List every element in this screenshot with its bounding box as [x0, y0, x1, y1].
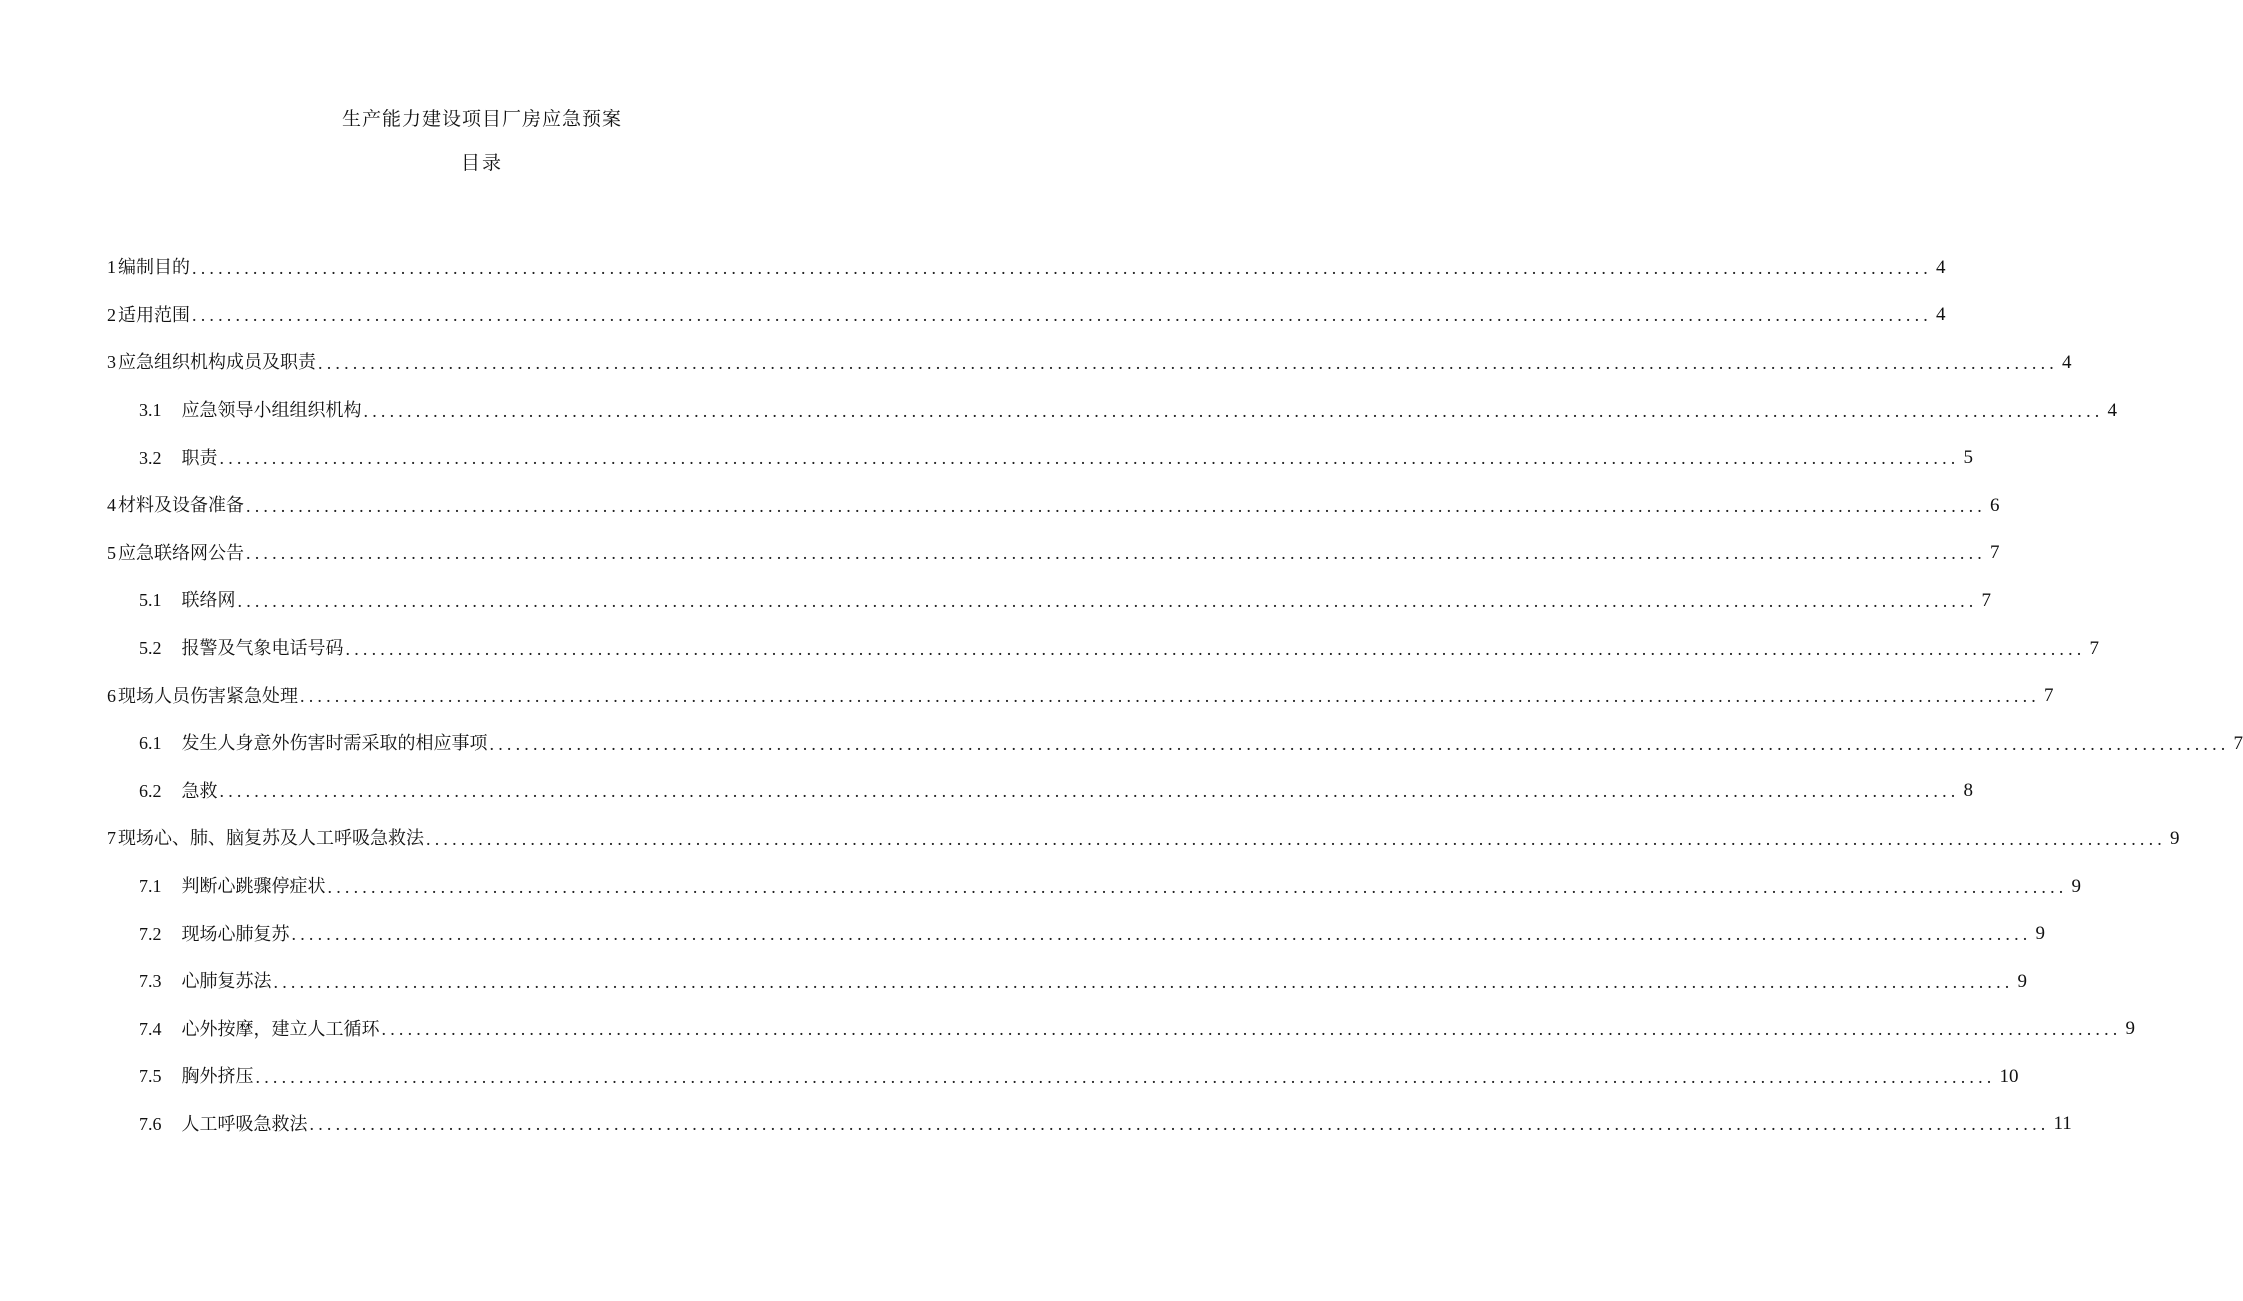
toc-entry-number: 7.5	[139, 1066, 162, 1087]
toc-entry-text: 应急组织机构成员及职责	[118, 352, 316, 374]
toc-entry-page-number: 10	[1999, 1065, 2019, 1087]
toc-dot-leader: ........................................................................................................................................................................................................	[300, 686, 2040, 707]
document-title: 生产能力建设项目厂房应急预案	[341, 108, 622, 130]
toc-entry-number: 4	[107, 495, 116, 516]
toc-entry-page-number: 4	[2062, 351, 2072, 373]
toc-entry-number: 6.1	[139, 733, 162, 754]
toc-entry-text: 心外按摩，建立人工循环	[181, 1018, 380, 1040]
toc-dot-leader: ........................................................................................................................................................................................................	[381, 1019, 2122, 1040]
toc-entry-text: 胸外挤压	[181, 1066, 254, 1088]
toc-entry-label	[107, 681, 298, 712]
toc-entry-page-number: 7	[1981, 589, 1991, 611]
toc-entry-text: 编制目的	[118, 257, 190, 279]
toc-entry-page-number: 7	[2089, 637, 2099, 659]
toc-entry-text: 材料及设备准备	[118, 495, 244, 517]
toc-dot-leader: ........................................................................................................................................................................................................	[192, 257, 1932, 278]
toc-heading: 目录	[460, 152, 503, 174]
toc-entry-label	[139, 871, 326, 902]
toc-dot-leader: ........................................................................................................................................................................................................	[363, 400, 2104, 421]
toc-entry-page-number: 7	[2233, 732, 2243, 754]
toc-entry-number: 7	[107, 828, 116, 849]
toc-entry-label	[139, 1109, 308, 1140]
toc-entry-label	[107, 300, 190, 331]
toc-entry-label	[139, 443, 218, 474]
toc-entry[interactable]	[107, 863, 2081, 911]
toc-entry-text: 现场心肺复苏	[181, 923, 290, 945]
toc-entry-label	[107, 538, 244, 569]
toc-entry-page-number: 9	[2071, 875, 2081, 897]
toc-entry[interactable]	[107, 339, 2072, 387]
toc-entry-page-number: 4	[1936, 304, 1946, 326]
toc-dot-leader: ........................................................................................................................................................................................................	[219, 448, 1960, 469]
toc-entry-text: 应急联络网公告	[118, 542, 244, 564]
toc-entry-number: 6.2	[139, 780, 162, 801]
toc-dot-leader: ........................................................................................................................................................................................................	[327, 876, 2068, 897]
toc-entry-number: 3.1	[139, 400, 162, 421]
toc-entry-label	[139, 1014, 380, 1045]
toc-dot-leader: ........................................................................................................................................................................................................	[192, 305, 1932, 326]
toc-entry-page-number: 9	[2125, 1018, 2135, 1040]
toc-entry-label	[139, 966, 272, 997]
toc-entry-number: 5	[107, 542, 116, 563]
toc-entry-text: 判断心跳骤停症状	[181, 876, 326, 898]
toc-entry[interactable]	[107, 244, 1946, 292]
table-of-contents	[107, 244, 2243, 1148]
toc-entry-text: 联络网	[181, 590, 236, 612]
toc-entry[interactable]	[107, 815, 2180, 863]
toc-entry-page-number: 4	[2107, 399, 2117, 421]
toc-entry-number: 6	[107, 685, 116, 706]
toc-entry-label	[139, 776, 218, 807]
toc-entry[interactable]	[107, 720, 2243, 768]
toc-entry-text: 现场心、肺、脑复苏及人工呼吸急救法	[118, 828, 424, 850]
toc-entry-number: 7.3	[139, 971, 162, 992]
toc-entry-label	[139, 395, 362, 426]
toc-dot-leader: ........................................................................................................................................................................................................	[345, 638, 2086, 659]
toc-entry-label	[107, 490, 244, 521]
toc-entry-page-number: 4	[1936, 256, 1946, 278]
toc-entry-text: 心肺复苏法	[181, 971, 272, 993]
toc-entry-page-number: 7	[2044, 685, 2054, 707]
toc-dot-leader: ........................................................................................................................................................................................................	[309, 1114, 2050, 1135]
toc-entry-label	[139, 919, 290, 950]
toc-entry-label	[139, 633, 344, 664]
toc-dot-leader: ........................................................................................................................................................................................................	[246, 543, 1986, 564]
toc-entry-page-number: 5	[1963, 447, 1973, 469]
toc-entry-number: 1	[107, 257, 116, 278]
toc-dot-leader: ........................................................................................................................................................................................................	[219, 781, 1960, 802]
toc-entry[interactable]	[107, 910, 2045, 958]
toc-dot-leader: ........................................................................................................................................................................................................	[318, 352, 2058, 373]
toc-entry-number: 5.1	[139, 590, 162, 611]
toc-entry-label	[107, 252, 190, 283]
toc-entry-page-number: 6	[1990, 494, 2000, 516]
toc-entry-number: 7.2	[139, 923, 162, 944]
toc-entry-text: 急救	[181, 780, 218, 802]
toc-entry-label	[107, 823, 424, 854]
toc-dot-leader: ........................................................................................................................................................................................................	[237, 590, 1978, 611]
toc-entry[interactable]	[107, 292, 1946, 340]
toc-entry[interactable]	[107, 577, 1991, 625]
toc-entry-text: 适用范围	[118, 304, 190, 326]
toc-entry-page-number: 7	[1990, 542, 2000, 564]
toc-entry-label	[139, 728, 488, 759]
toc-entry[interactable]	[107, 1053, 2019, 1101]
toc-entry[interactable]	[107, 958, 2027, 1006]
toc-entry-number: 3.2	[139, 447, 162, 468]
toc-dot-leader: ........................................................................................................................................................................................................	[246, 495, 1986, 516]
toc-entry-number: 7.6	[139, 1113, 162, 1134]
toc-entry-text: 人工呼吸急救法	[181, 1113, 308, 1135]
toc-entry-text: 应急领导小组组织机构	[181, 400, 362, 422]
toc-dot-leader: ........................................................................................................................................................................................................	[426, 828, 2166, 849]
toc-entry-number: 5.2	[139, 638, 162, 659]
toc-entry-label	[107, 347, 316, 378]
toc-entry-text: 发生人身意外伤害时需采取的相应事项	[181, 733, 488, 755]
toc-entry-label	[139, 1061, 254, 1092]
toc-entry[interactable]	[107, 625, 2099, 673]
toc-entry-page-number: 8	[1963, 780, 1973, 802]
toc-entry[interactable]	[107, 1006, 2135, 1054]
toc-dot-leader: ........................................................................................................................................................................................................	[273, 971, 2014, 992]
toc-entry[interactable]	[107, 482, 2000, 530]
toc-entry-page-number: 11	[2053, 1113, 2072, 1135]
toc-entry-page-number: 9	[2170, 827, 2180, 849]
toc-entry-number: 7.1	[139, 876, 162, 897]
toc-entry-number: 3	[107, 352, 116, 373]
toc-entry[interactable]	[107, 434, 1973, 482]
toc-entry-page-number: 9	[2035, 923, 2045, 945]
toc-entry-page-number: 9	[2017, 970, 2027, 992]
toc-entry-text: 现场人员伤害紧急处理	[118, 685, 298, 707]
toc-entry-number: 2	[107, 304, 116, 325]
toc-entry[interactable]	[107, 1101, 2072, 1149]
toc-dot-leader: ........................................................................................................................................................................................................	[489, 733, 2230, 754]
toc-entry[interactable]	[107, 530, 2000, 578]
toc-dot-leader: ........................................................................................................................................................................................................	[291, 924, 2032, 945]
toc-entry[interactable]	[107, 387, 2117, 435]
toc-entry-text: 报警及气象电话号码	[181, 638, 344, 660]
toc-entry-number: 7.4	[139, 1018, 162, 1039]
toc-entry[interactable]	[107, 768, 1973, 816]
toc-dot-leader: ........................................................................................................................................................................................................	[255, 1066, 1996, 1087]
toc-entry-text: 职责	[181, 447, 218, 469]
toc-entry-label	[139, 585, 236, 616]
toc-entry[interactable]	[107, 672, 2054, 720]
